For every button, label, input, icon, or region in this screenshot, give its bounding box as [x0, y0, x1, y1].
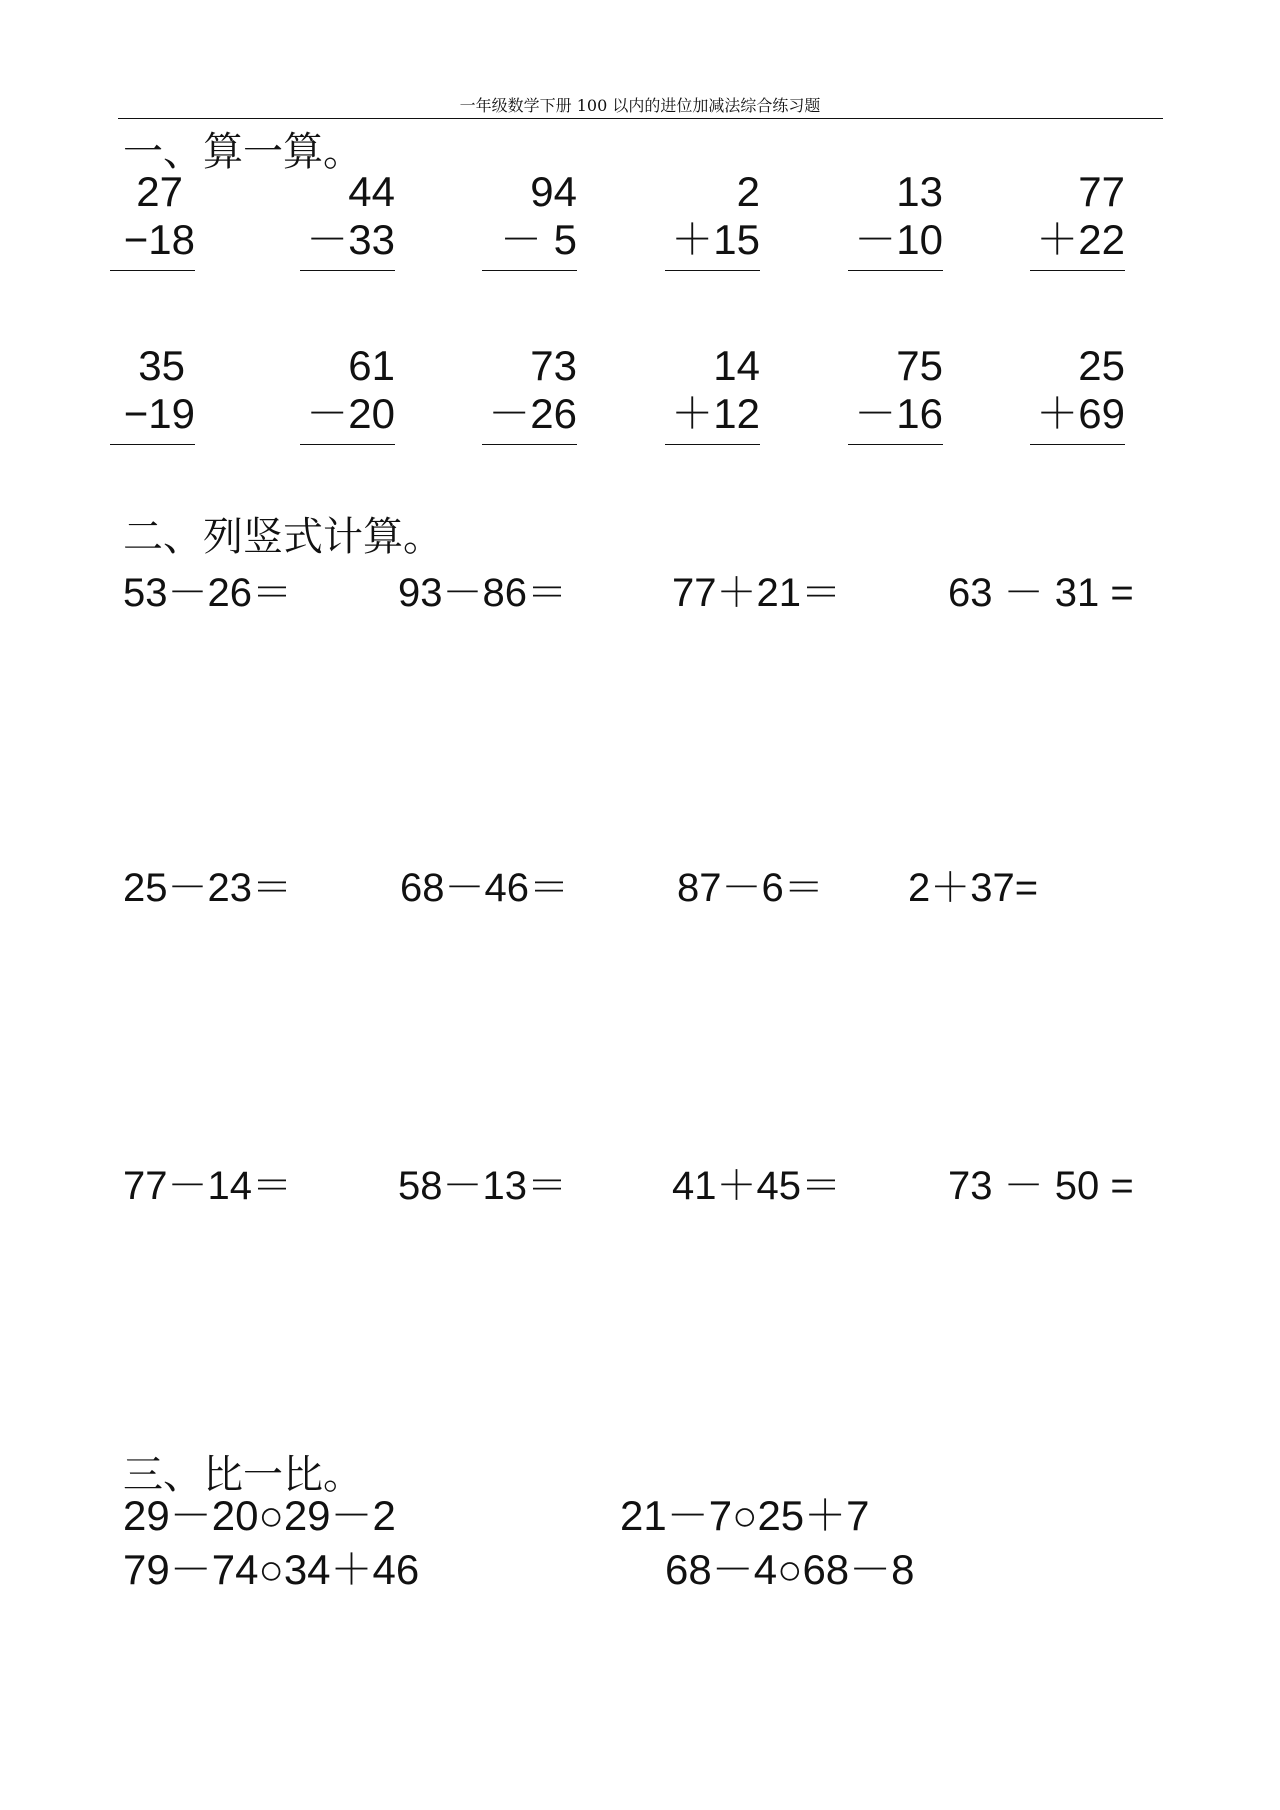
- vertical-problem: [665, 342, 760, 445]
- equation: 25－23＝: [123, 866, 292, 910]
- comparison-left: 68－4: [665, 1546, 778, 1593]
- vertical-problem: [665, 168, 760, 271]
- problem-top: 2: [736, 168, 760, 215]
- comparison-item: [123, 1492, 396, 1540]
- problem-top: 75: [896, 342, 943, 389]
- equation: 73 － 50 =: [948, 1164, 1134, 1208]
- answer-line: [848, 444, 943, 445]
- comparison-circle[interactable]: ○: [258, 1546, 284, 1593]
- problem-bottom: －26: [488, 390, 577, 437]
- equation: 93－86＝: [398, 571, 567, 615]
- header-divider: [118, 118, 1163, 119]
- comparison-left: 29－20: [123, 1492, 259, 1539]
- problem-bottom: ＋22: [1036, 216, 1125, 263]
- comparison-left: 79－74: [123, 1546, 259, 1593]
- vertical-problem: [110, 168, 205, 271]
- answer-line: [665, 270, 760, 271]
- vertical-problem: [1030, 168, 1125, 271]
- problem-top: 25: [1078, 342, 1125, 389]
- answer-line: [848, 270, 943, 271]
- answer-line: [482, 270, 577, 271]
- equation: 77－14＝: [123, 1164, 292, 1208]
- comparison-item: [620, 1492, 870, 1540]
- comparison-circle[interactable]: ○: [258, 1492, 284, 1539]
- problem-top: 44: [348, 168, 395, 215]
- vertical-problem: [848, 168, 943, 271]
- problem-top: 61: [348, 342, 395, 389]
- problem-bottom: －33: [306, 216, 395, 263]
- problem-top: 14: [713, 342, 760, 389]
- problem-top: 27: [136, 168, 183, 215]
- problem-top: 73: [530, 342, 577, 389]
- comparison-right: 68－8: [802, 1546, 915, 1593]
- problem-bottom: －20: [306, 390, 395, 437]
- equation: 53－26＝: [123, 571, 292, 615]
- section1-title: 一、算一算。: [123, 129, 363, 175]
- comparison-item: [665, 1546, 915, 1594]
- problem-top: 94: [530, 168, 577, 215]
- equation: 63 － 31 =: [948, 571, 1134, 615]
- vertical-problem: [482, 168, 577, 271]
- answer-line: [300, 444, 395, 445]
- comparison-right: 29－2: [283, 1492, 396, 1539]
- problem-bottom: ＋69: [1036, 390, 1125, 437]
- equation: 58－13＝: [398, 1164, 567, 1208]
- vertical-problem: [1030, 342, 1125, 445]
- comparison-left: 21－7: [620, 1492, 733, 1539]
- comparison-item: [123, 1546, 419, 1594]
- answer-line: [1030, 444, 1125, 445]
- answer-line: [665, 444, 760, 445]
- problem-bottom: ＋15: [671, 216, 760, 263]
- comparison-right: 25＋7: [757, 1492, 870, 1539]
- problem-bottom: －10: [854, 216, 943, 263]
- page-header-title: 一年级数学下册 100 以内的进位加减法综合练习题: [459, 96, 821, 115]
- vertical-problem: [848, 342, 943, 445]
- problem-top: 77: [1078, 168, 1125, 215]
- problem-bottom: −18: [123, 216, 195, 263]
- answer-line: [110, 444, 195, 445]
- problem-bottom: −19: [123, 390, 195, 437]
- problem-top: 13: [896, 168, 943, 215]
- section3-title: 三、比一比。: [123, 1452, 363, 1498]
- comparison-right: 34＋46: [283, 1546, 420, 1593]
- comparison-circle[interactable]: ○: [777, 1546, 803, 1593]
- comparison-circle[interactable]: ○: [732, 1492, 758, 1539]
- answer-line: [1030, 270, 1125, 271]
- problem-top: 35: [138, 342, 185, 389]
- answer-line: [482, 444, 577, 445]
- problem-bottom: ＋12: [671, 390, 760, 437]
- answer-line: [300, 270, 395, 271]
- equation: 41＋45＝: [672, 1164, 841, 1208]
- problem-bottom: －16: [854, 390, 943, 437]
- equation: 77＋21＝: [672, 571, 841, 615]
- equation: 68－46＝: [400, 866, 569, 910]
- vertical-problem: [300, 342, 395, 445]
- vertical-problem: [110, 342, 205, 445]
- answer-line: [110, 270, 195, 271]
- problem-bottom: － 5: [499, 216, 577, 263]
- vertical-problem: [482, 342, 577, 445]
- equation: 2＋37=: [908, 866, 1039, 910]
- equation: 87－6＝: [677, 866, 824, 910]
- section2-title: 二、列竖式计算。: [123, 514, 443, 560]
- vertical-problem: [300, 168, 395, 271]
